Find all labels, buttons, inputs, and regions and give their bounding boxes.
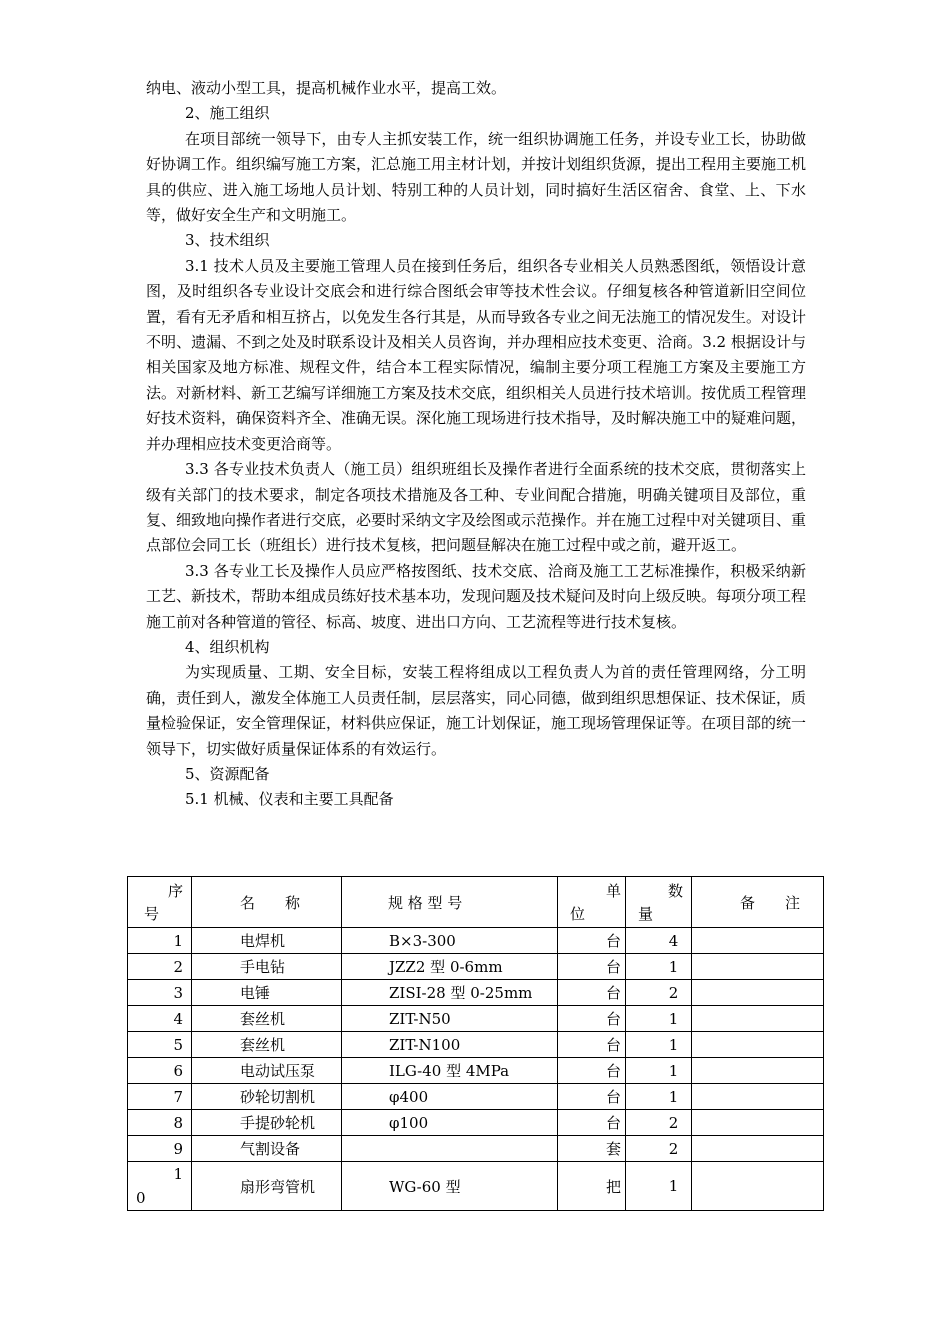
header-qty: 数 量	[626, 877, 692, 928]
paragraph: 4、组织机构	[185, 637, 270, 656]
cell-no: 5	[128, 1032, 192, 1058]
document-body	[146, 76, 806, 813]
cell-no: 8	[128, 1110, 192, 1136]
cell-name: 电焊机	[192, 928, 342, 954]
cell-note	[692, 1084, 824, 1110]
cell-name: 气割设备	[192, 1136, 342, 1162]
cell-qty: 1	[626, 1084, 692, 1110]
paragraph: 5、资源配备	[185, 764, 270, 783]
paragraph: 5.1 机械、仪表和主要工具配备	[185, 790, 394, 809]
cell-unit: 台	[558, 1110, 626, 1136]
table-header-row	[128, 877, 824, 928]
cell-note	[692, 1136, 824, 1162]
cell-spec: B×3-300	[342, 928, 558, 954]
cell-no: 9	[128, 1136, 192, 1162]
cell-name: 手提砂轮机	[192, 1110, 342, 1136]
cell-spec: ZIT-N50	[342, 1006, 558, 1032]
cell-qty: 1	[626, 1058, 692, 1084]
header-note: 备 注	[692, 877, 824, 928]
cell-note	[692, 928, 824, 954]
cell-note	[692, 954, 824, 980]
cell-spec: φ100	[342, 1110, 558, 1136]
paragraph: 为实现质量、工期、安全目标，安装工程将组成以工程负责人为首的责任管理网络，分工明确，责任到人，激发全体施工人员责任制，层层落实，同心同德，做到组织思想保证、技术保证，质量检验保证，安全管理保证，材料供应保证，施工计划保证，施工现场管理保证等。在项目部的统一领导下，切实做好质量保证体系的有效运行。	[146, 663, 807, 758]
table-row	[128, 1006, 824, 1032]
cell-note	[692, 1110, 824, 1136]
cell-name: 套丝机	[192, 1006, 342, 1032]
cell-unit: 台	[558, 1032, 626, 1058]
table-row	[128, 1110, 824, 1136]
cell-no: 7	[128, 1084, 192, 1110]
cell-qty: 2	[626, 1136, 692, 1162]
cell-unit: 套	[558, 1136, 626, 1162]
table-row	[128, 1136, 824, 1162]
cell-spec: WG-60 型	[342, 1162, 558, 1211]
cell-qty: 2	[626, 1110, 692, 1136]
paragraph: 纳电、液动小型工具，提高机械作业水平，提高工效。	[146, 79, 507, 97]
table-row	[128, 1162, 824, 1211]
cell-qty: 1	[626, 954, 692, 980]
cell-name: 手电钻	[192, 954, 342, 980]
paragraph: 3、技术组织	[185, 231, 270, 250]
table-row	[128, 1084, 824, 1110]
cell-note	[692, 1058, 824, 1084]
cell-note	[692, 1032, 824, 1058]
header-spec: 规 格 型 号	[342, 877, 558, 928]
header-unit: 单 位	[558, 877, 626, 928]
table-row	[128, 980, 824, 1006]
cell-unit: 台	[558, 1058, 626, 1084]
cell-name: 电锤	[192, 980, 342, 1006]
header-name: 名 称	[192, 877, 342, 928]
cell-note	[692, 980, 824, 1006]
cell-no: 2	[128, 954, 192, 980]
cell-qty: 1	[626, 1006, 692, 1032]
cell-note	[692, 1162, 824, 1211]
cell-name: 砂轮切割机	[192, 1084, 342, 1110]
cell-spec	[342, 1136, 558, 1162]
paragraph: 在项目部统一领导下，由专人主抓安装工作，统一组织协调施工任务，并设专业工长，协助做好协调工作。组织编写施工方案，汇总施工用主材计划，并按计划组织货源，提出工程用主要施工机具的供应、进入施工场地人员计划、特别工种的人员计划，同时搞好生活区宿舍、食堂、上、下水等，做好安全生产和文明施工。	[146, 129, 807, 225]
cell-qty: 2	[626, 980, 692, 1006]
paragraph: 3.3 各专业技术负责人（施工员）组织班组长及操作者进行全面系统的技术交底，贯彻落实上级有关部门的技术要求，制定各项技术措施及各工种、专业间配合措施，明确关键项目及部位，重复、细致地向操作者进行交底，必要时采纳文字及绘图或示范操作。并在施工过程中对关键项目、重点部位会同工长（班组长）进行技术复核，把问题昼解决在施工过程中或之前，避开返工。	[146, 460, 807, 555]
cell-note	[692, 1006, 824, 1032]
paragraph: 3.1 技术人员及主要施工管理人员在接到任务后，组织各专业相关人员熟悉图纸，领悟设计意图，及时组织各专业设计交底会和进行综合图纸会审等技术性会议。仔细复核各种管道新旧空间位置，看有无矛盾和相互挤占，以免发生各行其是，从而导致各专业之间无法施工的情况发生。对设计不明、遗漏、不到之处及时联系设计及相关人员咨询，并办理相应技术变更、洽商。3.2 根据设计与相关国家及地方标准、规程文件，结合本工程实际情况，编制主要分项工程施工方案及主要施工方法。对新材料、新工艺编写详细施工方案及技术交底，组织相关人员进行技术培训。按优质工程管理好技术资料，确保资料齐全、准确无误。深化施工现场进行技术指导，及时解决施工中的疑难问题，并办理相应技术变更洽商等。	[146, 256, 807, 453]
cell-no: 6	[128, 1058, 192, 1084]
paragraph: 2、施工组织	[185, 104, 270, 123]
cell-spec: ILG-40 型 4MPa	[342, 1058, 558, 1084]
cell-qty: 1	[626, 1162, 692, 1211]
table-row	[128, 1032, 824, 1058]
cell-qty: 1	[626, 1032, 692, 1058]
cell-spec: ZIT-N100	[342, 1032, 558, 1058]
equipment-table	[127, 876, 824, 1211]
cell-unit: 把	[558, 1162, 626, 1211]
cell-qty: 4	[626, 928, 692, 954]
header-no: 序 号	[128, 877, 192, 928]
table-row	[128, 1058, 824, 1084]
cell-unit: 台	[558, 954, 626, 980]
cell-spec: JZZ2 型 0-6mm	[342, 954, 558, 980]
cell-name: 电动试压泵	[192, 1058, 342, 1084]
cell-unit: 台	[558, 1084, 626, 1110]
cell-no: 1	[128, 928, 192, 954]
cell-unit: 台	[558, 1006, 626, 1032]
table-row	[128, 954, 824, 980]
paragraph: 3.3 各专业工长及操作人员应严格按图纸、技术交底、洽商及施工工艺标准操作，积极采纳新工艺、新技术，帮助本组成员练好技术基本功，发现问题及技术疑问及时向上级反映。每项分项工程施工前对各种管道的管径、标高、坡度、进出口方向、工艺流程等进行技术复核。	[146, 561, 807, 631]
cell-name: 套丝机	[192, 1032, 342, 1058]
cell-no: 4	[128, 1006, 192, 1032]
cell-unit: 台	[558, 928, 626, 954]
cell-name: 扇形弯管机	[192, 1162, 342, 1211]
cell-unit: 台	[558, 980, 626, 1006]
cell-spec: ZISI-28 型 0-25mm	[342, 980, 558, 1006]
cell-spec: φ400	[342, 1084, 558, 1110]
table-row	[128, 928, 824, 954]
cell-no: 1 0	[128, 1162, 192, 1211]
cell-no: 3	[128, 980, 192, 1006]
